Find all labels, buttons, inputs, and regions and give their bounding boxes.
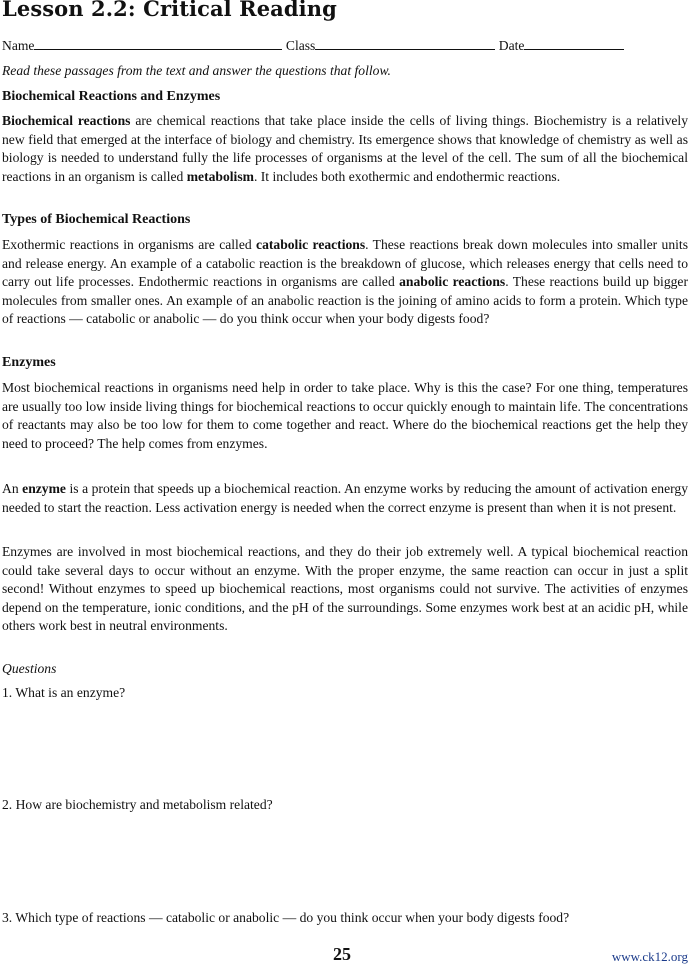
section-heading: Types of Biochemical Reactions <box>2 212 191 227</box>
date-label: Date <box>498 38 525 53</box>
instructions: Read these passages from the text and answer the questions that follow. <box>2 63 391 78</box>
page-number: 25 <box>333 944 351 964</box>
text-run: is a protein that speeds up a biochemical reaction. An enzyme works by reducing the amount of activation energy needed to start the reaction. Less activation energy is needed when the correct enzyme is present than when it is not present. <box>2 481 689 515</box>
question-1: 1. What is an enzyme? <box>2 685 126 700</box>
date-field[interactable] <box>524 37 624 50</box>
paragraph <box>2 480 688 517</box>
section-heading: Biochemical Reactions and Enzymes <box>2 89 221 104</box>
text-run: Exothermic reactions in organisms are called <box>2 237 257 252</box>
text-run: . These reactions build up bigger molecules from smaller ones. An example of an anabolic reaction is the joining of amino acids to form a protein. Which type of reactions — catabolic or anabolic — do you think occur when your body digests food? <box>2 274 688 327</box>
text-run: . It includes both exothermic and endothermic reactions. <box>253 168 561 184</box>
class-field[interactable] <box>315 37 495 50</box>
questions-label: Questions <box>2 661 57 676</box>
paragraph <box>2 236 688 329</box>
text-run: An <box>2 481 23 496</box>
paragraph <box>2 379 688 453</box>
class-label: Class <box>285 38 316 53</box>
bold-term: Biochemical reactions <box>2 113 131 128</box>
student-info-row <box>2 37 688 54</box>
text-run: are chemical reactions that take place inside the cells of living things. Biochemistry is a relatively new field that emerged at the interface of biology and chemistry. Its emergence shows that knowledge of chemistry as well as biology is needed to understand fully the life processes of organisms at the level of the cell. The sum of all the biochemical reactions in an organism is called <box>2 113 688 184</box>
bold-term: catabolic reactions <box>256 237 366 252</box>
section-heading: Enzymes <box>2 355 56 370</box>
question-2: 2. How are biochemistry and metabolism related? <box>2 797 273 812</box>
text-run: . These reactions break down molecules into smaller units and release energy. An example of a catabolic reaction is the breakdown of glucose, which releases energy that cells need to carry out life processes. Endothermic reactions in organisms are called <box>2 237 688 290</box>
bold-term: anabolic reactions <box>399 274 506 290</box>
name-field[interactable] <box>34 37 282 50</box>
question-3: 3. Which type of reactions — catabolic or anabolic — do you think occur when your body digests food? <box>2 910 570 925</box>
paragraph <box>2 112 688 186</box>
text-run: Enzymes are involved in most biochemical reactions, and they do their job extremely well. A typical biochemical reaction could take several days to occur without an enzyme. With the proper enzyme, the same reaction can occur in just a split second! Without enzymes to speed up biochemical reactions, most organisms could not survive. The activities of enzymes depend on the temperature, ionic conditions, and the pH of the surroundings. Some enzymes work best at an acidic pH, while others work best in neutral environments. <box>2 544 688 634</box>
name-label: Name <box>2 38 35 53</box>
text-run: Most biochemical reactions in organisms need help in order to take place. Why is this the case? For one thing, temperatures are usually too low inside living things for biochemical reactions to occur quickly enough to maintain life. The concentrations of reactants may also be too low for them to come together and react. Where do the biochemical reactions get the help they need to proceed? The help comes from enzymes. <box>2 380 688 451</box>
page-title: Lesson 2.2: Critical Reading <box>2 0 337 21</box>
bold-term: metabolism <box>186 168 254 184</box>
bold-term: enzyme <box>22 481 66 496</box>
paragraph <box>2 543 688 636</box>
footer-url-link[interactable]: www.ck12.org <box>611 949 688 964</box>
